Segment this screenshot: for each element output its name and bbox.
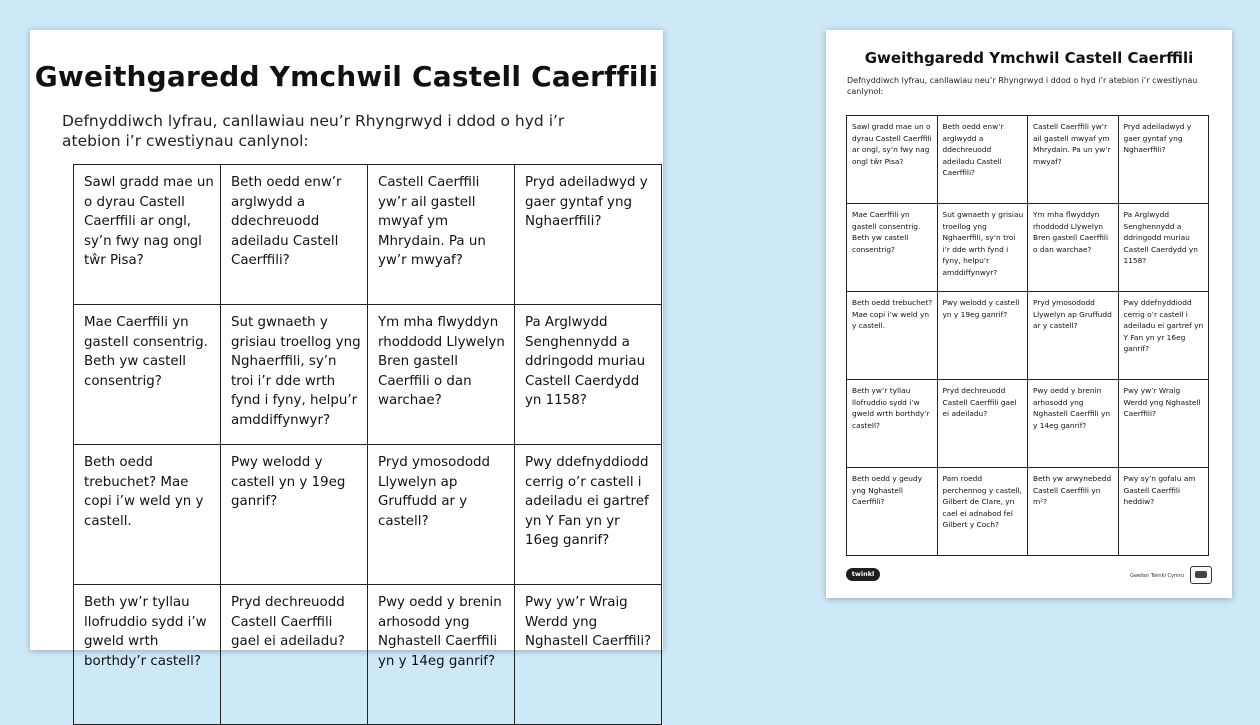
question-cell: Pryd dechreuodd Castell Caerffili gael ei adeiladu?: [221, 585, 368, 725]
question-cell: Pwy welodd y castell yn y 19eg ganrif?: [221, 445, 368, 585]
question-cell: Beth oedd trebuchet? Mae copi i’w weld yn y castell.: [74, 445, 221, 585]
question-cell: Pwy sy’n gofalu am Gastell Caerffili heddiw?: [1118, 468, 1209, 556]
footer-text: Gwefan Twinkl Cymru: [1130, 573, 1184, 579]
question-cell: Ym mha flwyddyn rhoddodd Llywelyn Bren gastell Caerffili o dan warchae?: [1028, 204, 1119, 292]
question-cell: Beth oedd y geudy yng Nghastell Caerffili?: [847, 468, 938, 556]
question-cell: Pwy oedd y brenin arhosodd yng Nghastell Caerffili yn y 14eg ganrif?: [368, 585, 515, 725]
worksheet-large: [30, 30, 663, 669]
worksheet-small-preview: [826, 30, 1232, 598]
question-cell: Sut gwnaeth y grisiau troellog yng Nghaerffili, sy’n troi i’r dde wrth fynd i fyny, helpu’r amddiffynwyr?: [937, 204, 1028, 292]
question-cell: Pa Arglwydd Senghennydd a ddringodd muriau Castell Caerdydd yn 1158?: [515, 305, 662, 445]
table-row: [847, 204, 1209, 292]
question-cell: Pryd ymosododd Llywelyn ap Gruffudd ar y castell?: [1028, 292, 1119, 380]
question-cell: Pwy welodd y castell yn y 19eg ganrif?: [937, 292, 1028, 380]
twinkl-logo: twinkl: [846, 568, 880, 581]
question-cell: Pwy ddefnyddiodd cerrig o’r castell i adeiladu ei gartref yn Y Fan yn yr 16eg ganrif?: [1118, 292, 1209, 380]
question-cell: Beth yw’r tyllau llofruddio sydd i’w gweld wrth borthdy’r castell?: [847, 380, 938, 468]
question-cell: Pam roedd perchennog y castell, Gilbert de Clare, yn cael ei adnabod fel Gilbert y Coch?: [937, 468, 1028, 556]
table-row: [847, 468, 1209, 556]
question-cell: Beth yw arwynebedd Castell Caerffili yn m²?: [1028, 468, 1119, 556]
question-cell: Pryd adeiladwyd y gaer gyntaf yng Nghaerffili?: [515, 165, 662, 305]
question-cell: Castell Caerffili yw’r ail gastell mwyaf ym Mhrydain. Pa un yw’r mwyaf?: [368, 165, 515, 305]
question-cell: Mae Caerffili yn gastell consentrig. Beth yw castell consentrig?: [74, 305, 221, 445]
question-cell: Pwy ddefnyddiodd cerrig o’r castell i adeiladu ei gartref yn Y Fan yn yr 16eg ganrif?: [515, 445, 662, 585]
question-cell: Castell Caerffili yw’r ail gastell mwyaf ym Mhrydain. Pa un yw’r mwyaf?: [1028, 116, 1119, 204]
worksheet-intro: Defnyddiwch lyfrau, canllawiau neu’r Rhyngrwyd i ddod o hyd i’r atebion i’r cwestiynau canlynol:: [62, 112, 565, 150]
table-row: [74, 585, 662, 725]
question-cell: Pwy oedd y brenin arhosodd yng Nghastell Caerffili yn y 14eg ganrif?: [1028, 380, 1119, 468]
question-cell: Sawl gradd mae un o dyrau Castell Caerffili ar ongl, sy’n fwy nag ongl tŵr Pisa?: [74, 165, 221, 305]
worksheet-intro: Defnyddiwch lyfrau, canllawiau neu’r Rhyngrwyd i ddod o hyd i’r atebion i’r cwestiynau canlynol:: [847, 76, 1198, 96]
question-cell: Pwy yw’r Wraig Werdd yng Nghastell Caerffili?: [1118, 380, 1209, 468]
question-cell: Mae Caerffili yn gastell consentrig. Beth yw castell consentrig?: [847, 204, 938, 292]
question-cell: Sawl gradd mae un o dyrau Castell Caerffili ar ongl, sy’n fwy nag ongl tŵr Pisa?: [847, 116, 938, 204]
question-cell: Beth yw’r tyllau llofruddio sydd i’w gweld wrth borthdy’r castell?: [74, 585, 221, 725]
question-grid: [846, 115, 1209, 556]
question-cell: Sut gwnaeth y grisiau troellog yng Nghaerffili, sy’n troi i’r dde wrth fynd i fyny, helpu’r amddiffynwyr?: [221, 305, 368, 445]
table-row: [847, 292, 1209, 380]
question-cell: Beth oedd enw’r arglwydd a ddechreuodd adeiladu Castell Caerffili?: [937, 116, 1028, 204]
question-cell: Beth oedd trebuchet? Mae copi i’w weld yn y castell.: [847, 292, 938, 380]
question-cell: Beth oedd enw’r arglwydd a ddechreuodd adeiladu Castell Caerffili?: [221, 165, 368, 305]
worksheet-title: Gweithgaredd Ymchwil Castell Caerffili: [864, 49, 1194, 67]
question-cell: Ym mha flwyddyn rhoddodd Llywelyn Bren gastell Caerffili o dan warchae?: [368, 305, 515, 445]
worksheet-title: Gweithgaredd Ymchwil Castell Caerffili: [34, 60, 659, 93]
table-row: [74, 445, 662, 585]
question-cell: Pryd dechreuodd Castell Caerffili gael ei adeiladu?: [937, 380, 1028, 468]
question-grid: [73, 164, 662, 725]
question-cell: Pa Arglwydd Senghennydd a ddringodd muriau Castell Caerdydd yn 1158?: [1118, 204, 1209, 292]
question-cell: Pryd ymosododd Llywelyn ap Gruffudd ar y castell?: [368, 445, 515, 585]
table-row: [74, 305, 662, 445]
table-row: [74, 165, 662, 305]
table-row: [847, 116, 1209, 204]
question-cell: Pwy yw’r Wraig Werdd yng Nghastell Caerffili?: [515, 585, 662, 725]
badge-icon: [1190, 566, 1212, 584]
question-cell: Pryd adeiladwyd y gaer gyntaf yng Nghaerffili?: [1118, 116, 1209, 204]
table-row: [847, 380, 1209, 468]
